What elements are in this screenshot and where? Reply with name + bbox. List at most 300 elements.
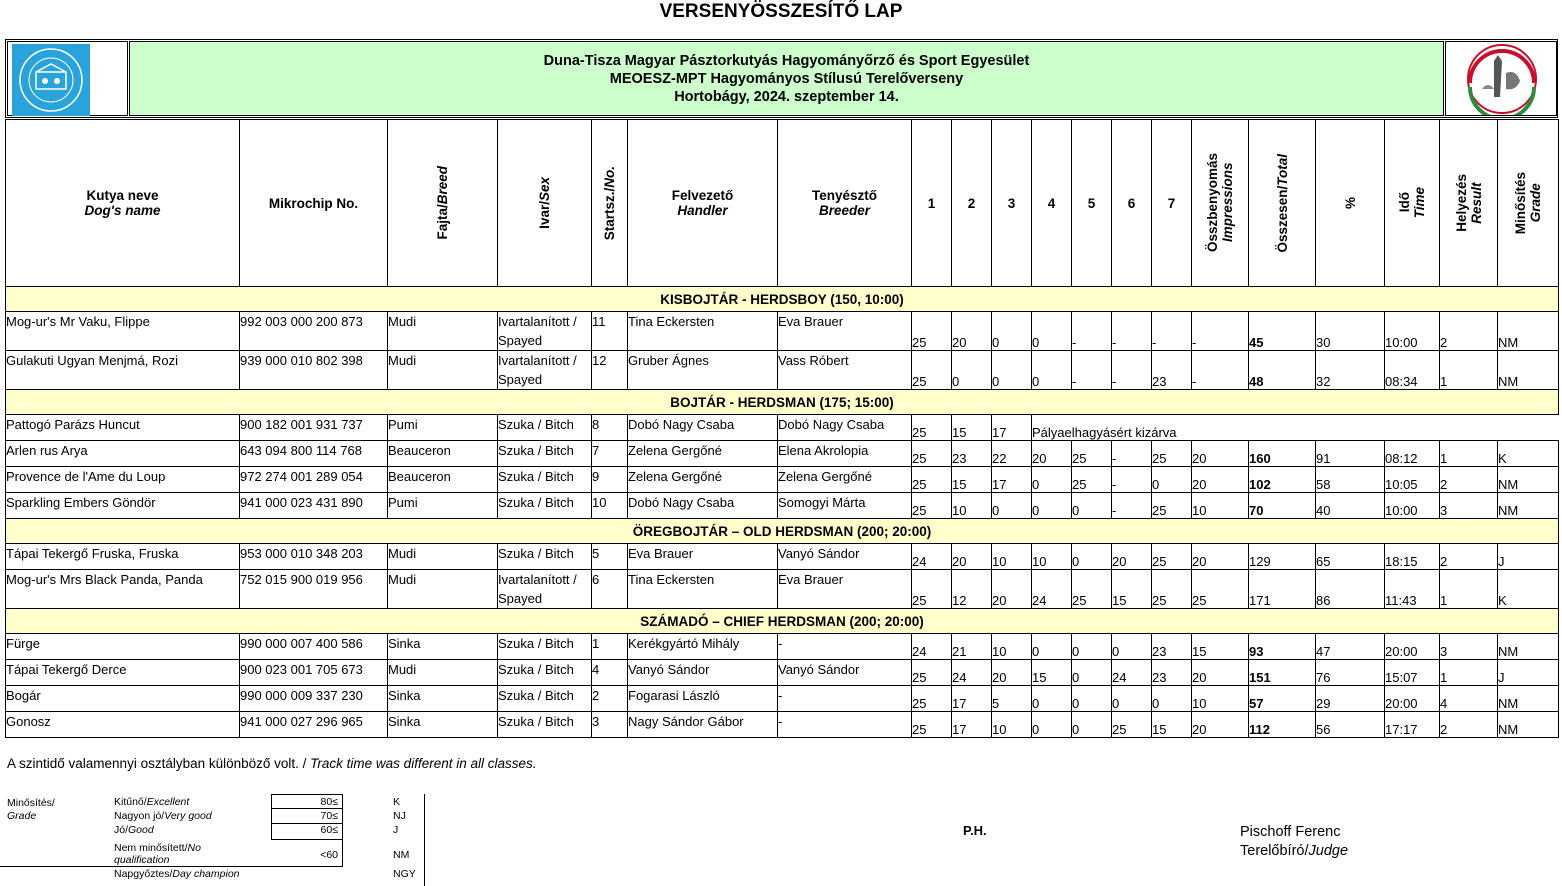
- score-3: 20: [992, 660, 1032, 686]
- percent: 29: [1316, 686, 1385, 712]
- event-name: MEOESZ-MPT Hagyományos Stílusú Terelőverseny: [609, 70, 964, 87]
- grade: J: [1498, 660, 1559, 686]
- breeder: Eva Brauer: [778, 312, 912, 351]
- judge-title: Terelőbíró/Judge: [1240, 843, 1349, 859]
- score-6: 0: [1112, 686, 1152, 712]
- col-5: 5: [1072, 120, 1112, 287]
- start-number: 1: [592, 634, 628, 660]
- breeder: -: [778, 712, 912, 738]
- grade-threshold: 80≤: [320, 796, 338, 808]
- score-1: 25: [912, 467, 952, 493]
- score-1: 24: [912, 544, 952, 570]
- col-3: 3: [992, 120, 1032, 287]
- dog-name: Tápai Tekergő Derce: [6, 660, 240, 686]
- impressions: 20: [1192, 467, 1249, 493]
- start-number: 4: [592, 660, 628, 686]
- handler: Nagy Sándor Gábor: [628, 712, 778, 738]
- col-sex: Ivar/Sex: [498, 120, 592, 287]
- section-header-row: [6, 519, 1559, 544]
- score-2: 0: [952, 351, 992, 390]
- score-6: 20: [1112, 544, 1152, 570]
- time: 17:17: [1385, 712, 1440, 738]
- breed: Beauceron: [388, 441, 498, 467]
- score-4: 0: [1032, 351, 1072, 390]
- breed: Mudi: [388, 351, 498, 390]
- breeder: Dobó Nagy Csaba: [778, 415, 912, 441]
- score-6: 25: [1112, 712, 1152, 738]
- percent: 56: [1316, 712, 1385, 738]
- score-4: 15: [1032, 660, 1072, 686]
- time: 08:34: [1385, 351, 1440, 390]
- col-chip: Mikrochip No.: [240, 120, 388, 287]
- chip-number: 900 182 001 931 737: [240, 415, 388, 441]
- breed: Pumi: [388, 415, 498, 441]
- breed: Sinka: [388, 712, 498, 738]
- col-handler: Felvezető Handler: [628, 120, 778, 287]
- score-1: 25: [912, 660, 952, 686]
- breeder: Somogyi Márta: [778, 493, 912, 519]
- score-1: 25: [912, 712, 952, 738]
- table-row: [6, 660, 1559, 686]
- total: 112: [1249, 712, 1316, 738]
- breeder: Vass Róbert: [778, 351, 912, 390]
- club-logo: [1445, 41, 1557, 116]
- start-number: 9: [592, 467, 628, 493]
- grade: K: [1498, 441, 1559, 467]
- handler: Vanyó Sándor: [628, 660, 778, 686]
- total: 48: [1249, 351, 1316, 390]
- grade-threshold: <60: [320, 849, 338, 861]
- dog-name: Sparkling Embers Göndör: [6, 493, 240, 519]
- grade-code: NGY: [393, 868, 416, 880]
- handler: Tina Eckersten: [628, 570, 778, 609]
- chip-number: 900 023 001 705 673: [240, 660, 388, 686]
- score-6: -: [1112, 351, 1152, 390]
- time: 10:00: [1385, 312, 1440, 351]
- score-2: 15: [952, 415, 992, 441]
- result: 2: [1440, 712, 1498, 738]
- chip-number: 941 000 023 431 890: [240, 493, 388, 519]
- sex: Szuka / Bitch: [498, 493, 592, 519]
- breeder: Vanyó Sándor: [778, 660, 912, 686]
- handler: Dobó Nagy Csaba: [628, 415, 778, 441]
- chip-number: 990 000 007 400 586: [240, 634, 388, 660]
- grade: NM: [1498, 712, 1559, 738]
- score-4: 10: [1032, 544, 1072, 570]
- dog-name: Arlen rus Arya: [6, 441, 240, 467]
- table-row: [6, 312, 1559, 351]
- col-breed: Fajta/Breed: [388, 120, 498, 287]
- table-row: [6, 467, 1559, 493]
- percent: 86: [1316, 570, 1385, 609]
- grade-name: Nem minősített/No qualification: [114, 842, 201, 866]
- score-5: -: [1072, 351, 1112, 390]
- grading-label: Minősítés/: [7, 797, 55, 809]
- section-title: KISBOJTÁR - HERDSBOY (150, 10:00): [6, 287, 1559, 312]
- grade-name: Napgyőztes/Day champion: [114, 868, 240, 880]
- column-header-row: [6, 120, 1559, 287]
- percent: 65: [1316, 544, 1385, 570]
- impressions: -: [1192, 312, 1249, 351]
- score-1: 25: [912, 686, 952, 712]
- result: 2: [1440, 312, 1498, 351]
- chip-number: 992 003 000 200 873: [240, 312, 388, 351]
- chip-number: 941 000 027 296 965: [240, 712, 388, 738]
- score-6: 24: [1112, 660, 1152, 686]
- result: 3: [1440, 493, 1498, 519]
- handler: Gruber Ágnes: [628, 351, 778, 390]
- score-3: 20: [992, 570, 1032, 609]
- event-date-place: Hortobágy, 2024. szeptember 14.: [674, 88, 899, 105]
- score-7: 0: [1152, 467, 1192, 493]
- breeder: -: [778, 686, 912, 712]
- judge-signature: [1240, 823, 1348, 861]
- result: 1: [1440, 660, 1498, 686]
- percent: 58: [1316, 467, 1385, 493]
- col-impressions: Összbenyomás Impressions: [1192, 120, 1249, 287]
- score-3: 5: [992, 686, 1032, 712]
- grade-code: NJ: [393, 810, 406, 822]
- section-title: BOJTÁR - HERDSMAN (175; 15:00): [6, 390, 1559, 415]
- dog-name: Fürge: [6, 634, 240, 660]
- col-time: Idő Time: [1385, 120, 1440, 287]
- score-7: 23: [1152, 351, 1192, 390]
- start-number: 10: [592, 493, 628, 519]
- score-1: 25: [912, 441, 952, 467]
- dog-name: Pattogó Parázs Huncut: [6, 415, 240, 441]
- start-number: 6: [592, 570, 628, 609]
- score-6: 0: [1112, 634, 1152, 660]
- chip-number: 752 015 900 019 956: [240, 570, 388, 609]
- breed: Sinka: [388, 634, 498, 660]
- percent: 40: [1316, 493, 1385, 519]
- score-5: 25: [1072, 467, 1112, 493]
- col-6: 6: [1112, 120, 1152, 287]
- impressions: 10: [1192, 493, 1249, 519]
- score-7: 23: [1152, 634, 1192, 660]
- section-title: SZÁMADÓ – CHIEF HERDSMAN (200; 20:00): [6, 609, 1559, 634]
- organizer-name: Duna-Tisza Magyar Pásztorkutyás Hagyományőrző és Sport Egyesület: [543, 52, 1030, 69]
- score-6: -: [1112, 467, 1152, 493]
- time: 10:05: [1385, 467, 1440, 493]
- table-row: [6, 686, 1559, 712]
- time: 08:12: [1385, 441, 1440, 467]
- breeder: Vanyó Sándor: [778, 544, 912, 570]
- col-4: 4: [1032, 120, 1072, 287]
- total: 151: [1249, 660, 1316, 686]
- sex: Ivartalanított / Spayed: [498, 351, 592, 390]
- score-2: 21: [952, 634, 992, 660]
- section-header-row: [6, 609, 1559, 634]
- time: 11:43: [1385, 570, 1440, 609]
- score-2: 17: [952, 712, 992, 738]
- time: 20:00: [1385, 686, 1440, 712]
- handler: Dobó Nagy Csaba: [628, 493, 778, 519]
- breed: Pumi: [388, 493, 498, 519]
- section-header-row: [6, 287, 1559, 312]
- total: 102: [1249, 467, 1316, 493]
- score-7: 15: [1152, 712, 1192, 738]
- score-3: 0: [992, 351, 1032, 390]
- col-start-no: Startsz./No.: [592, 120, 628, 287]
- page-title: VERSENYÖSSZESÍTŐ LAP: [659, 1, 903, 22]
- score-3: 0: [992, 312, 1032, 351]
- sex: Szuka / Bitch: [498, 415, 592, 441]
- breed: Mudi: [388, 544, 498, 570]
- table-row: [6, 415, 1559, 441]
- total: 57: [1249, 686, 1316, 712]
- time: 18:15: [1385, 544, 1440, 570]
- time: 10:00: [1385, 493, 1440, 519]
- sex: Szuka / Bitch: [498, 544, 592, 570]
- total: 93: [1249, 634, 1316, 660]
- breed: Mudi: [388, 660, 498, 686]
- impressions: 10: [1192, 686, 1249, 712]
- table-row: [6, 493, 1559, 519]
- score-6: -: [1112, 493, 1152, 519]
- score-2: 20: [952, 312, 992, 351]
- score-3: 22: [992, 441, 1032, 467]
- score-3: 0: [992, 493, 1032, 519]
- start-number: 12: [592, 351, 628, 390]
- score-2: 23: [952, 441, 992, 467]
- impressions: 20: [1192, 712, 1249, 738]
- section-title: ÖREGBOJTÁR – OLD HERDSMAN (200; 20:00): [6, 519, 1559, 544]
- dog-name: Gulakuti Ugyan Menjmá, Rozi: [6, 351, 240, 390]
- score-4: 0: [1032, 712, 1072, 738]
- score-2: 10: [952, 493, 992, 519]
- sex: Szuka / Bitch: [498, 467, 592, 493]
- table-row: [6, 441, 1559, 467]
- breed: Mudi: [388, 570, 498, 609]
- section-header-row: [6, 390, 1559, 415]
- score-7: 25: [1152, 493, 1192, 519]
- grade: NM: [1498, 493, 1559, 519]
- impressions: -: [1192, 351, 1249, 390]
- dog-name: Provence de l'Ame du Loup: [6, 467, 240, 493]
- score-1: 24: [912, 634, 952, 660]
- score-5: 0: [1072, 660, 1112, 686]
- result: 2: [1440, 467, 1498, 493]
- score-2: 12: [952, 570, 992, 609]
- score-5: -: [1072, 312, 1112, 351]
- grade-name: Nagyon jó/Very good: [114, 810, 212, 822]
- chip-number: 990 000 009 337 230: [240, 686, 388, 712]
- dog-name: Mog-ur's Mr Vaku, Flippe: [6, 312, 240, 351]
- col-7: 7: [1152, 120, 1192, 287]
- organizer-block: [129, 41, 1444, 116]
- score-5: 0: [1072, 634, 1112, 660]
- col-grade: Minősítés Grade: [1498, 120, 1559, 287]
- grade: NM: [1498, 312, 1559, 351]
- grade-code: J: [393, 824, 399, 836]
- handler: Fogarasi László: [628, 686, 778, 712]
- score-7: 25: [1152, 570, 1192, 609]
- dog-name: Tápai Tekergő Fruska, Fruska: [6, 544, 240, 570]
- grade-code: NM: [393, 849, 410, 861]
- start-number: 8: [592, 415, 628, 441]
- score-4: 0: [1032, 493, 1072, 519]
- score-3: 10: [992, 712, 1032, 738]
- score-1: 25: [912, 351, 952, 390]
- result: 2: [1440, 544, 1498, 570]
- col-result: Helyezés Result: [1440, 120, 1498, 287]
- handler: Kerékgyártó Mihály: [628, 634, 778, 660]
- col-total: Összesen/Total: [1249, 120, 1316, 287]
- grade: NM: [1498, 634, 1559, 660]
- breed: Mudi: [388, 312, 498, 351]
- breeder: Eva Brauer: [778, 570, 912, 609]
- col-dog-name: Kutya neve Dog's name: [6, 120, 240, 287]
- breed: Beauceron: [388, 467, 498, 493]
- breeder: -: [778, 634, 912, 660]
- impressions: 25: [1192, 570, 1249, 609]
- grade: NM: [1498, 686, 1559, 712]
- result: 1: [1440, 351, 1498, 390]
- score-5: 0: [1072, 544, 1112, 570]
- dog-name: Gonosz: [6, 712, 240, 738]
- handler: Eva Brauer: [628, 544, 778, 570]
- table-row: [6, 544, 1559, 570]
- result: 3: [1440, 634, 1498, 660]
- chip-number: 643 094 800 114 768: [240, 441, 388, 467]
- start-number: 7: [592, 441, 628, 467]
- col-2: 2: [952, 120, 992, 287]
- score-1: 25: [912, 493, 952, 519]
- disqualification-note: Pályaelhagyásért kizárva: [1032, 415, 1559, 441]
- col-percent: %: [1316, 120, 1385, 287]
- table-row: [6, 712, 1559, 738]
- score-5: 25: [1072, 441, 1112, 467]
- score-3: 17: [992, 415, 1032, 441]
- score-5: 0: [1072, 712, 1112, 738]
- total: 160: [1249, 441, 1316, 467]
- start-number: 2: [592, 686, 628, 712]
- table-row: [6, 570, 1559, 609]
- table-row: [6, 351, 1559, 390]
- breed: Sinka: [388, 686, 498, 712]
- judge-name: Pischoff Ferenc: [1240, 824, 1341, 840]
- impressions: 20: [1192, 544, 1249, 570]
- result: 1: [1440, 441, 1498, 467]
- breeder: Elena Akrolopia: [778, 441, 912, 467]
- score-2: 24: [952, 660, 992, 686]
- impressions: 15: [1192, 634, 1249, 660]
- score-2: 20: [952, 544, 992, 570]
- score-3: 17: [992, 467, 1032, 493]
- stamp-place: P.H.: [963, 823, 987, 838]
- total: 70: [1249, 493, 1316, 519]
- handler: Zelena Gergőné: [628, 441, 778, 467]
- score-7: 23: [1152, 660, 1192, 686]
- sex: Ivartalanított / Spayed: [498, 570, 592, 609]
- sex: Szuka / Bitch: [498, 441, 592, 467]
- score-6: -: [1112, 312, 1152, 351]
- score-7: 25: [1152, 441, 1192, 467]
- score-4: 20: [1032, 441, 1072, 467]
- dog-name: Bogár: [6, 686, 240, 712]
- score-4: 24: [1032, 570, 1072, 609]
- start-number: 5: [592, 544, 628, 570]
- percent: 91: [1316, 441, 1385, 467]
- track-time-note: A szintidő valamennyi osztályban különböző volt. / Track time was different in all classes.: [7, 756, 537, 771]
- col-breeder: Tenyésztő Breeder: [778, 120, 912, 287]
- results-table: [5, 119, 1559, 738]
- total: 129: [1249, 544, 1316, 570]
- percent: 47: [1316, 634, 1385, 660]
- score-5: 0: [1072, 686, 1112, 712]
- score-4: 0: [1032, 467, 1072, 493]
- club-logo-icon: [1464, 43, 1540, 115]
- breeder: Zelena Gergőné: [778, 467, 912, 493]
- grade: NM: [1498, 351, 1559, 390]
- score-3: 10: [992, 634, 1032, 660]
- grade: J: [1498, 544, 1559, 570]
- score-1: 25: [912, 415, 952, 441]
- score-2: 17: [952, 686, 992, 712]
- results-body: [6, 287, 1559, 738]
- start-number: 11: [592, 312, 628, 351]
- sex: Szuka / Bitch: [498, 686, 592, 712]
- grade: K: [1498, 570, 1559, 609]
- score-7: 0: [1152, 686, 1192, 712]
- score-1: 25: [912, 312, 952, 351]
- handler: Tina Eckersten: [628, 312, 778, 351]
- col-1: 1: [912, 120, 952, 287]
- percent: 30: [1316, 312, 1385, 351]
- meoesz-logo-icon: [12, 44, 90, 116]
- grade-threshold: 70≤: [320, 810, 338, 822]
- grade: NM: [1498, 467, 1559, 493]
- sex: Szuka / Bitch: [498, 712, 592, 738]
- score-4: 0: [1032, 634, 1072, 660]
- chip-number: 939 000 010 802 398: [240, 351, 388, 390]
- handler: Zelena Gergőné: [628, 467, 778, 493]
- score-7: 25: [1152, 544, 1192, 570]
- score-1: 25: [912, 570, 952, 609]
- score-7: -: [1152, 312, 1192, 351]
- score-3: 10: [992, 544, 1032, 570]
- impressions: 20: [1192, 660, 1249, 686]
- dog-name: Mog-ur's Mrs Black Panda, Panda: [6, 570, 240, 609]
- total: 45: [1249, 312, 1316, 351]
- result: 1: [1440, 570, 1498, 609]
- percent: 76: [1316, 660, 1385, 686]
- score-4: 0: [1032, 686, 1072, 712]
- score-6: 15: [1112, 570, 1152, 609]
- start-number: 3: [592, 712, 628, 738]
- grade-code: K: [393, 796, 401, 808]
- grade-name: Kitűnő/Excellent: [114, 796, 190, 808]
- score-4: 0: [1032, 312, 1072, 351]
- grade-name: Jó/Good: [114, 824, 154, 836]
- total: 171: [1249, 570, 1316, 609]
- chip-number: 972 274 001 289 054: [240, 467, 388, 493]
- result: 4: [1440, 686, 1498, 712]
- sex: Szuka / Bitch: [498, 634, 592, 660]
- impressions: 20: [1192, 441, 1249, 467]
- sex: Szuka / Bitch: [498, 660, 592, 686]
- grade-threshold: 60≤: [320, 824, 338, 836]
- score-5: 25: [1072, 570, 1112, 609]
- time: 20:00: [1385, 634, 1440, 660]
- score-2: 15: [952, 467, 992, 493]
- percent: 32: [1316, 351, 1385, 390]
- score-6: -: [1112, 441, 1152, 467]
- chip-number: 953 000 010 348 203: [240, 544, 388, 570]
- time: 15:07: [1385, 660, 1440, 686]
- event-header: [5, 39, 1558, 118]
